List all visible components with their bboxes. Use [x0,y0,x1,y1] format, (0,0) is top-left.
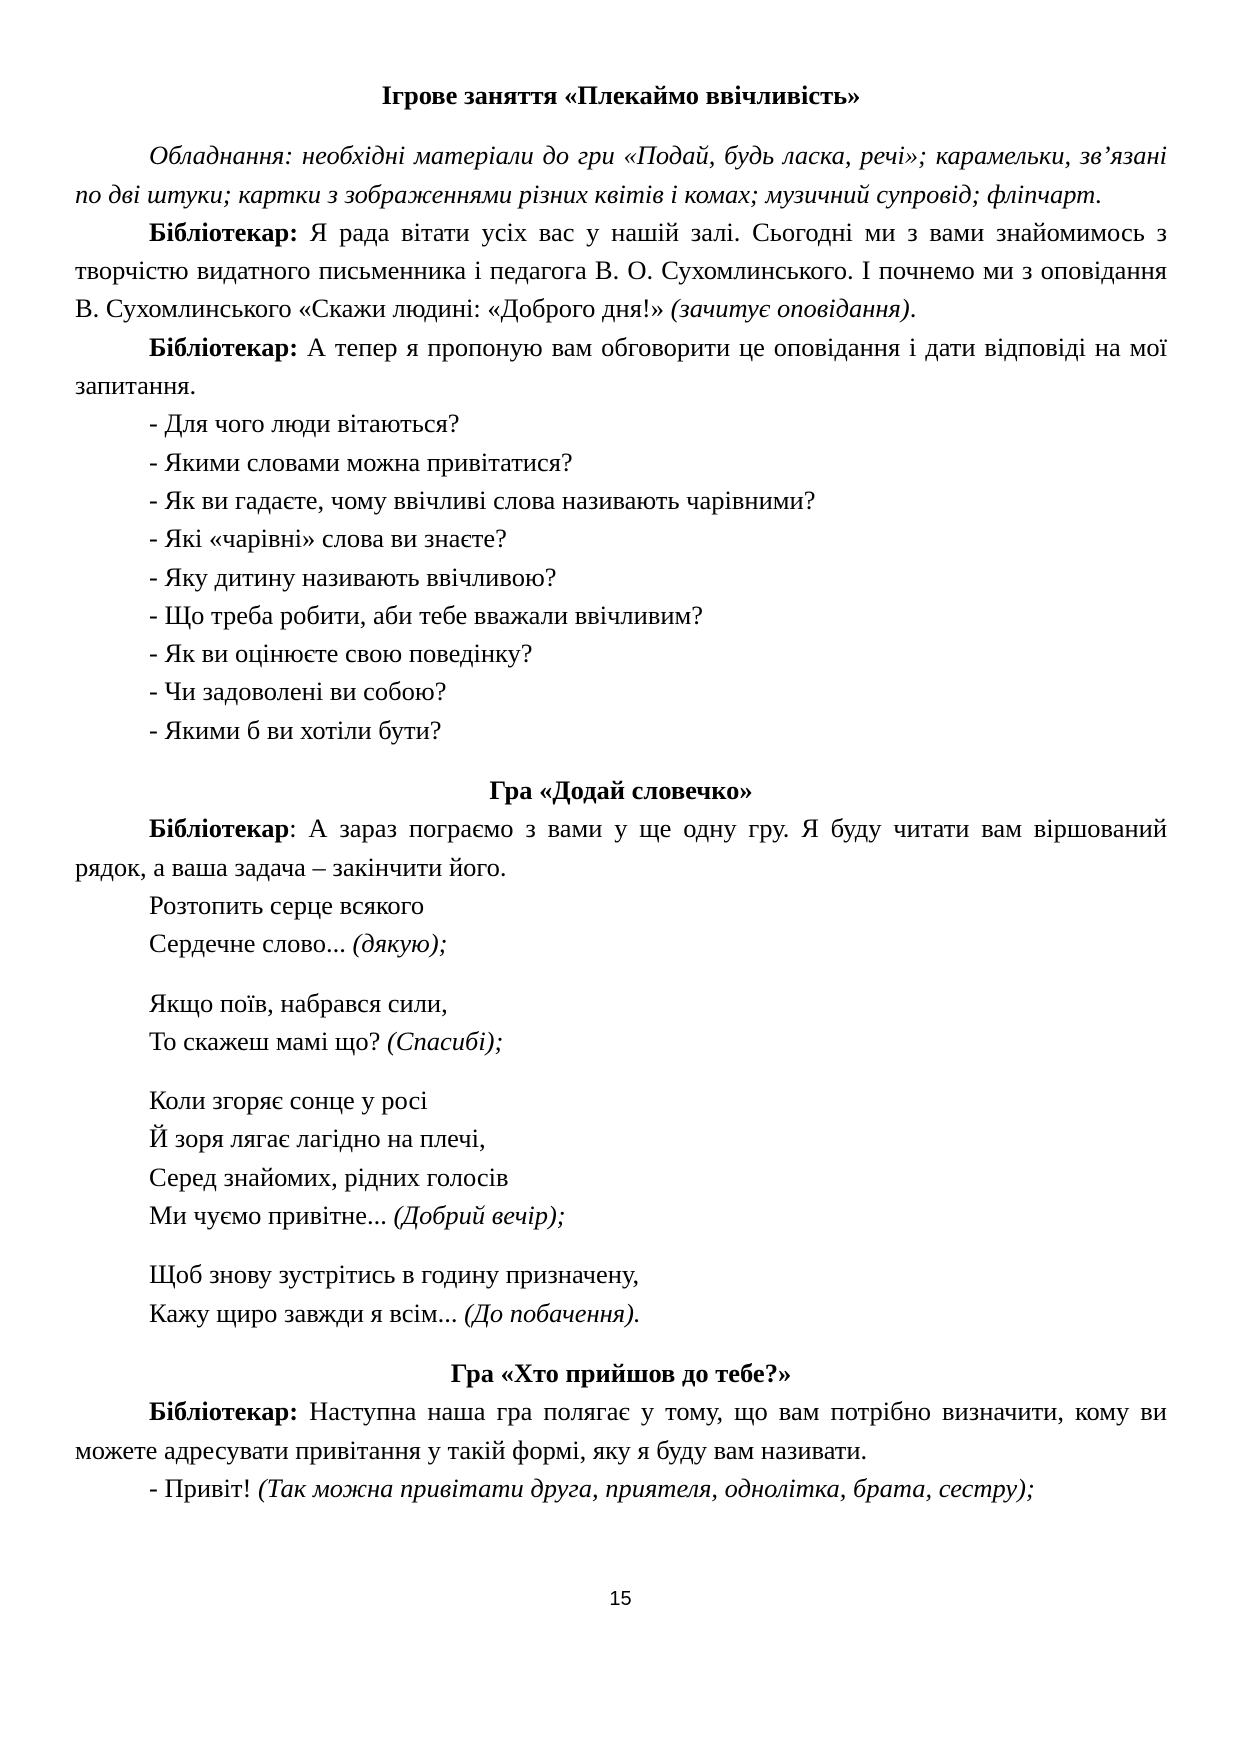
verse-answer: (дякую); [352,928,448,959]
speaker-label: Бібліотекар [149,813,290,844]
game2-paragraph [75,1392,1167,1469]
question-item: - Як ви гадаєте, чому ввічливі слова називають чарівними? [149,484,816,515]
question-item: - Якими словами можна привітатися? [149,446,573,477]
greeting-line [75,1469,1167,1507]
verse-line: Коли згоряє сонце у росі [149,1085,428,1116]
question-list [75,404,1167,749]
verse-stanza [75,1081,1167,1234]
game1-paragraph [75,809,1167,886]
section-heading-game1: Гра «Додай словечко» [489,775,753,806]
verse-stanza [75,886,1167,963]
greeting-note: (Так можна привітати друга, приятеля, однолітка, брата, сестру); [257,1472,1035,1503]
question-item: - Чи задоволені ви собою? [149,676,447,707]
question-item: - Яку дитину називають ввічливою? [149,561,557,592]
discussion-paragraph [75,328,1167,405]
speaker-label: Бібліотекар: [149,216,299,247]
game2-text: Наступна наша гра полягає у тому, що вам потрібно визначити, кому ви можете адресувати привітання у такій формі, яку я буду вам називати. [75,1396,1167,1465]
game1-text: : А зараз пограємо з вами у ще одну гру. Я буду читати вам віршований рядок, а ваша задача – закінчити його. [75,813,1167,882]
question-item: - Як ви оцінюєте свою поведінку? [149,638,533,669]
stage-direction: (зачитує оповідання) [670,293,910,324]
intro-end: . [909,293,917,324]
page-title: Ігрове заняття «Плекаймо ввічливість» [381,80,861,110]
equipment-paragraph [75,136,1167,213]
intro-text: Я рада вітати усіх вас у нашій залі. Сьогодні ми з вами знайомимось з творчістю видатного письменника і педагога В. О. Сухомлинського. І почнемо ми з оповідання В. Сухомлинського «Скажи людині: «Доброго дня!» [75,216,1167,324]
verse-line: Щоб знову зустрітись в годину призначену, [149,1259,640,1290]
question-item: - Що треба робити, аби тебе вважали ввічливим? [149,599,704,630]
equipment-text: Обладнання: необхідні матеріали до гри «Подай, будь ласка, речі»; карамельки, зв’язані по дві штуки; картки з зображеннями різних квітів і комах; музичний супровід; фліпчарт. [75,140,1167,209]
verse-stanza [75,1255,1167,1332]
verse-line: Серед знайомих, рідних голосів [149,1161,509,1192]
speaker-label: Бібліотекар: [149,1396,299,1427]
question-item: - Які «чарівні» слова ви знаєте? [149,523,507,554]
verse-answer: (Спасибі); [386,1025,504,1056]
verse-stanza [75,984,1167,1061]
verse-line: Й зоря лягає лагідно на плечі, [149,1123,486,1154]
verse-line: Розтопить серце всякого [149,889,425,920]
verse-answer: (Добрий вечір); [393,1200,566,1231]
verse-answer: (До побачення). [464,1297,641,1328]
page-content [75,76,1167,1507]
section-heading-game2: Гра «Хто прийшов до тебе?» [450,1357,792,1388]
question-item: - Для чого люди вітаються? [149,408,460,439]
speaker-label: Бібліотекар: [149,331,299,362]
greeting-text: - Привіт! [149,1472,258,1503]
verse-line: Сердечне слово... (дякую); [149,928,448,959]
verse-line: Ми чуємо привітне... (Добрий вечір); [149,1200,566,1231]
verse-line: То скажеш мамі що? (Спасибі); [149,1025,504,1056]
intro-paragraph [75,213,1167,328]
verse-line: Якщо поїв, набрався сили, [149,987,448,1018]
page-number: 15 [609,1588,632,1610]
question-item: - Якими б ви хотіли бути? [149,714,442,745]
verse-line: Кажу щиро завжди я всім... (До побачення). [149,1297,641,1328]
discussion-text: А тепер я пропоную вам обговорити це оповідання і дати відповіді на мої запитання. [75,331,1167,401]
